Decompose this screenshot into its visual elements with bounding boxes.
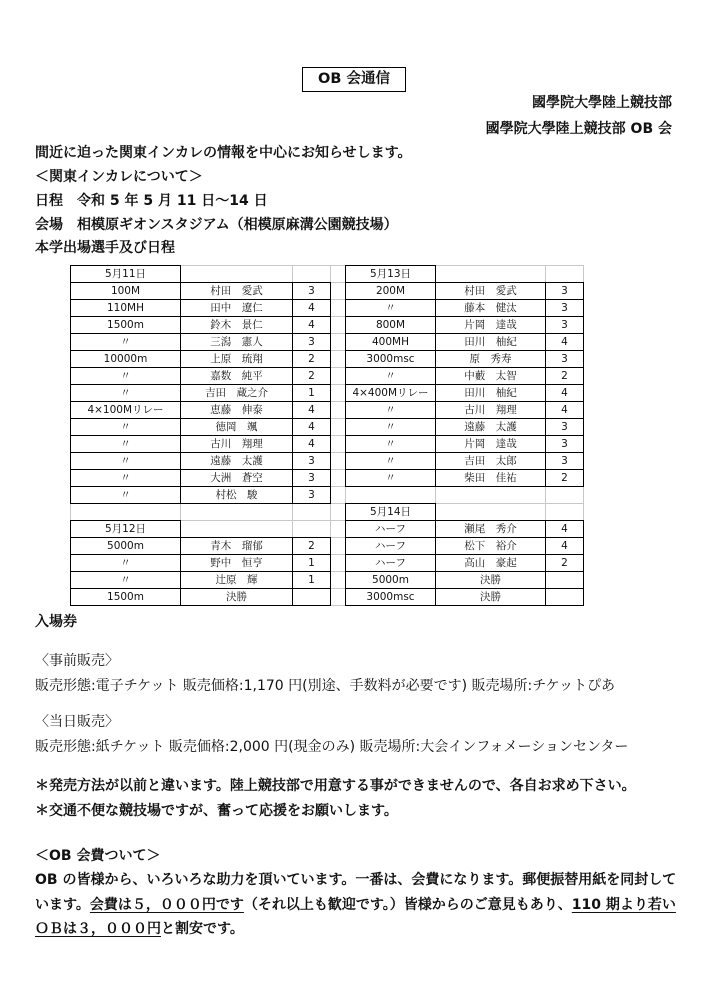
athlete-cell: 柴田 佳祐 bbox=[435, 469, 546, 487]
grid-cell bbox=[330, 350, 346, 368]
event-cell: 1500m bbox=[70, 316, 181, 334]
athlete-cell: 田川 柚紀 bbox=[435, 333, 546, 351]
athlete-cell: 辻原 輝 bbox=[180, 571, 293, 589]
grid-cell bbox=[435, 486, 546, 504]
grade-cell: 1 bbox=[292, 571, 331, 589]
grade-cell: 2 bbox=[292, 350, 331, 368]
event-cell: ハーフ bbox=[345, 554, 436, 572]
athlete-cell: 野中 恒亨 bbox=[180, 554, 293, 572]
grid-cell bbox=[180, 520, 293, 538]
athlete-cell: 田川 柚紀 bbox=[435, 384, 546, 402]
ob-fee-paragraph-line bbox=[35, 895, 676, 915]
grid-cell bbox=[292, 265, 331, 283]
discount-amount-underlined: ＯＢは３，０００円 bbox=[35, 921, 161, 937]
event-cell: 800M bbox=[345, 316, 436, 334]
grid-cell bbox=[345, 486, 436, 504]
grid-cell bbox=[330, 571, 346, 589]
ob-fee-paragraph-line: OB の皆様から、いろいろな助力を頂いています。一番は、会費になります。郵便振替用紙を同封して bbox=[35, 872, 677, 888]
grade-cell: 2 bbox=[545, 554, 584, 572]
venue-label: 会場 bbox=[35, 217, 63, 233]
athlete-cell: 片岡 達哉 bbox=[435, 316, 546, 334]
athlete-cell: 古川 翔理 bbox=[180, 435, 293, 453]
class-condition-underlined: 110 期より若い bbox=[571, 897, 676, 913]
date-cell: 5月11日 bbox=[70, 265, 181, 283]
grade-cell: 4 bbox=[292, 299, 331, 317]
newsletter-title: OB 会通信 bbox=[302, 67, 406, 92]
same-day-sale-details: 販売形態:紙チケット 販売価格:2,000 円(現金のみ) 販売場所:大会インフォメーションセンター bbox=[35, 739, 629, 755]
grade-cell: 3 bbox=[292, 469, 331, 487]
ob-fee-paragraph-line bbox=[35, 919, 244, 939]
grade-cell: 3 bbox=[545, 282, 584, 300]
fee-amount-underlined: 会費は５，０００円です bbox=[89, 897, 244, 913]
athlete-cell: 田中 遼仁 bbox=[180, 299, 293, 317]
event-cell: 4×100Mリレー bbox=[70, 401, 181, 419]
athlete-cell: 古川 翔理 bbox=[435, 401, 546, 419]
event-cell: 〃 bbox=[345, 469, 436, 487]
date-cell: 5月14日 bbox=[345, 503, 436, 521]
athlete-cell: 村田 愛武 bbox=[180, 282, 293, 300]
athlete-cell: 嘉数 純平 bbox=[180, 367, 293, 385]
event-cell: 〃 bbox=[70, 486, 181, 504]
grid-cell bbox=[180, 265, 293, 283]
athlete-cell: 松下 裕介 bbox=[435, 537, 546, 555]
grade-cell: 3 bbox=[292, 452, 331, 470]
event-cell: 5000m bbox=[345, 571, 436, 589]
grade-cell bbox=[292, 588, 331, 606]
note-purchase-method: ＊発売方法が以前と違います。陸上競技部で用意する事ができませんので、各自お求め下さい。 bbox=[35, 778, 636, 794]
event-cell: 4×400Mリレー bbox=[345, 384, 436, 402]
athlete-cell: 決勝 bbox=[435, 571, 546, 589]
event-cell: 100M bbox=[70, 282, 181, 300]
grade-cell: 3 bbox=[545, 418, 584, 436]
tickets-heading: 入場券 bbox=[35, 614, 77, 630]
grid-cell bbox=[435, 265, 546, 283]
grade-cell: 1 bbox=[292, 554, 331, 572]
venue-value: 相模原ギオンスタジアム（相模原麻溝公園競技場） bbox=[77, 217, 398, 233]
grid-cell bbox=[545, 486, 584, 504]
grid-cell bbox=[292, 520, 331, 538]
advance-sale-details: 販売形態:電子チケット 販売価格:1,170 円(別途、手数料が必要です) 販売場所:チケットぴあ bbox=[35, 678, 615, 694]
grid-cell bbox=[435, 503, 546, 521]
grade-cell bbox=[545, 588, 584, 606]
event-cell: ハーフ bbox=[345, 537, 436, 555]
grade-cell: 4 bbox=[545, 384, 584, 402]
grid-cell bbox=[545, 503, 584, 521]
grid-cell bbox=[330, 520, 346, 538]
athlete-cell: 藤本 健汰 bbox=[435, 299, 546, 317]
grid-cell bbox=[330, 299, 346, 317]
advance-sale-heading: 〈事前販売〉 bbox=[35, 653, 119, 669]
athlete-cell: 徳岡 颯 bbox=[180, 418, 293, 436]
grade-cell: 4 bbox=[545, 333, 584, 351]
event-cell: 〃 bbox=[345, 401, 436, 419]
athlete-cell: 鈴木 景仁 bbox=[180, 316, 293, 334]
athlete-cell: 遠藤 太護 bbox=[180, 452, 293, 470]
event-cell: 110MH bbox=[70, 299, 181, 317]
grade-cell: 3 bbox=[292, 282, 331, 300]
event-cell: 〃 bbox=[70, 452, 181, 470]
grade-cell: 3 bbox=[545, 435, 584, 453]
event-cell: 5000m bbox=[70, 537, 181, 555]
athlete-cell: 大洲 蒼空 bbox=[180, 469, 293, 487]
grade-cell: 2 bbox=[545, 367, 584, 385]
grid-cell bbox=[330, 384, 346, 402]
dates-label: 日程 bbox=[35, 193, 63, 209]
event-venue bbox=[35, 215, 398, 235]
schedule-table bbox=[0, 265, 707, 606]
event-cell: 〃 bbox=[70, 333, 181, 351]
event-cell: 200M bbox=[345, 282, 436, 300]
grid-cell bbox=[330, 418, 346, 436]
grid-cell bbox=[330, 469, 346, 487]
event-cell: 3000msc bbox=[345, 350, 436, 368]
event-cell: 1500m bbox=[70, 588, 181, 606]
athlete-cell: 村松 駿 bbox=[180, 486, 293, 504]
grade-cell bbox=[545, 571, 584, 589]
grid-cell bbox=[545, 265, 584, 283]
event-dates bbox=[35, 191, 268, 211]
athlete-cell: 瀬尾 秀介 bbox=[435, 520, 546, 538]
intro-text: 間近に迫った関東インカレの情報を中心にお知らせします。 bbox=[35, 145, 412, 161]
grade-cell: 4 bbox=[545, 520, 584, 538]
grade-cell: 4 bbox=[292, 435, 331, 453]
grade-cell: 3 bbox=[545, 350, 584, 368]
event-cell: 〃 bbox=[345, 299, 436, 317]
paragraph-text: います。 bbox=[35, 897, 90, 913]
grid-cell bbox=[330, 333, 346, 351]
event-cell: 〃 bbox=[70, 418, 181, 436]
grade-cell: 4 bbox=[292, 401, 331, 419]
event-cell: 〃 bbox=[345, 435, 436, 453]
event-cell: 〃 bbox=[70, 367, 181, 385]
grid-cell bbox=[330, 537, 346, 555]
schedule-heading: 本学出場選手及び日程 bbox=[35, 240, 175, 256]
athlete-cell: 吉田 蔵之介 bbox=[180, 384, 293, 402]
event-cell: 400MH bbox=[345, 333, 436, 351]
grid-cell bbox=[292, 503, 331, 521]
grade-cell: 3 bbox=[292, 486, 331, 504]
grid-cell bbox=[70, 503, 181, 521]
section-heading-kanto: ＜関東インカレについて＞ bbox=[35, 169, 203, 185]
event-cell: 〃 bbox=[345, 367, 436, 385]
athlete-cell: 恵藤 伸泰 bbox=[180, 401, 293, 419]
athlete-cell: 吉田 太郎 bbox=[435, 452, 546, 470]
event-cell: 〃 bbox=[70, 384, 181, 402]
athlete-cell: 上原 琉翔 bbox=[180, 350, 293, 368]
grid-cell bbox=[180, 503, 293, 521]
grid-cell bbox=[330, 282, 346, 300]
grade-cell: 4 bbox=[545, 401, 584, 419]
grade-cell: 3 bbox=[292, 333, 331, 351]
event-cell: 〃 bbox=[70, 571, 181, 589]
athlete-cell: 三潟 憲人 bbox=[180, 333, 293, 351]
athlete-cell: 原 秀寿 bbox=[435, 350, 546, 368]
event-cell: ハーフ bbox=[345, 520, 436, 538]
event-cell: 3000msc bbox=[345, 588, 436, 606]
grade-cell: 4 bbox=[292, 418, 331, 436]
event-cell: 〃 bbox=[345, 418, 436, 436]
organization-name: 國學院大學陸上競技部 bbox=[532, 95, 672, 111]
date-cell: 5月13日 bbox=[345, 265, 436, 283]
athlete-cell: 高山 豪起 bbox=[435, 554, 546, 572]
grid-cell bbox=[330, 316, 346, 334]
grade-cell: 3 bbox=[545, 316, 584, 334]
grid-cell bbox=[330, 554, 346, 572]
athlete-cell: 中藪 太智 bbox=[435, 367, 546, 385]
athlete-cell: 決勝 bbox=[180, 588, 293, 606]
dates-value: 令和 5 年 5 月 11 日～14 日 bbox=[77, 193, 268, 209]
same-day-sale-heading: 〈当日販売〉 bbox=[35, 714, 119, 730]
event-cell: 〃 bbox=[70, 469, 181, 487]
athlete-cell: 決勝 bbox=[435, 588, 546, 606]
grade-cell: 4 bbox=[292, 316, 331, 334]
grade-cell: 2 bbox=[292, 367, 331, 385]
grade-cell: 4 bbox=[545, 537, 584, 555]
grid-cell bbox=[330, 503, 346, 521]
grade-cell: 2 bbox=[545, 469, 584, 487]
event-cell: 〃 bbox=[70, 554, 181, 572]
grid-cell bbox=[330, 367, 346, 385]
grade-cell: 3 bbox=[545, 299, 584, 317]
grid-cell bbox=[330, 588, 346, 606]
grid-cell bbox=[330, 452, 346, 470]
grid-cell bbox=[330, 401, 346, 419]
event-cell: 〃 bbox=[345, 452, 436, 470]
grade-cell: 3 bbox=[545, 452, 584, 470]
grid-cell bbox=[330, 486, 346, 504]
paragraph-text: と割安です。 bbox=[161, 921, 244, 937]
note-encouragement: ＊交通不便な競技場ですが、奮って応援をお願いします。 bbox=[35, 803, 398, 819]
grid-cell bbox=[330, 265, 346, 283]
date-cell: 5月12日 bbox=[70, 520, 181, 538]
athlete-cell: 青木 瑠郁 bbox=[180, 537, 293, 555]
paragraph-text: （それ以上も歓迎です。）皆様からのご意見もあり、 bbox=[243, 897, 572, 913]
grid-cell bbox=[330, 435, 346, 453]
athlete-cell: 村田 愛武 bbox=[435, 282, 546, 300]
athlete-cell: 遠藤 太護 bbox=[435, 418, 546, 436]
athlete-cell: 片岡 達哉 bbox=[435, 435, 546, 453]
organization-ob-name: 國學院大學陸上競技部 OB 会 bbox=[485, 121, 672, 137]
event-cell: 〃 bbox=[70, 435, 181, 453]
ob-fee-heading: ＜OB 会費ついて＞ bbox=[35, 848, 161, 864]
grade-cell: 2 bbox=[292, 537, 331, 555]
event-cell: 10000m bbox=[70, 350, 181, 368]
grade-cell: 1 bbox=[292, 384, 331, 402]
